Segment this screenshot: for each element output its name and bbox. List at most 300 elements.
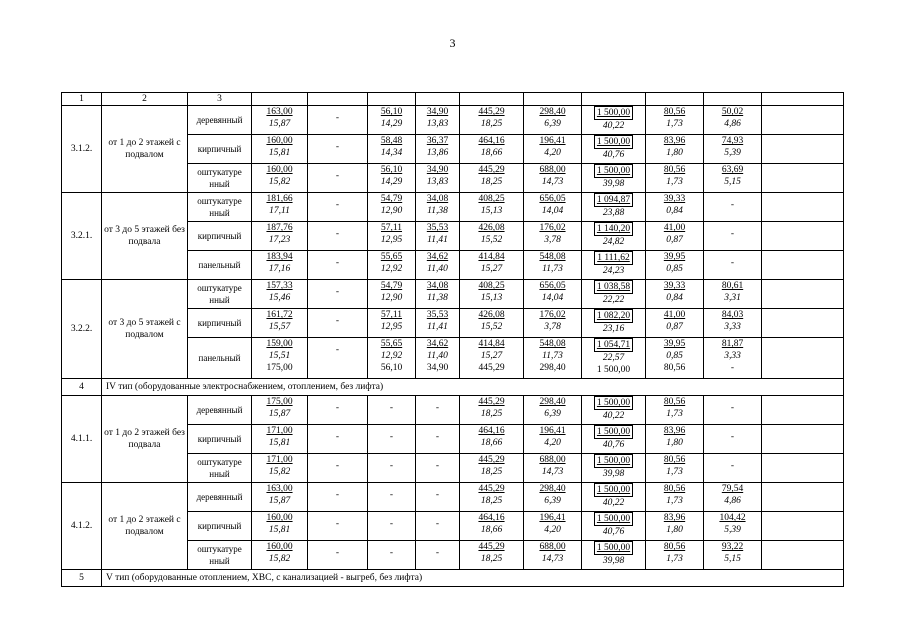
- value-pair: [308, 222, 367, 250]
- empty-cell: [762, 106, 844, 135]
- tariff-value: 34,90: [426, 165, 449, 175]
- value-pair: [460, 454, 523, 482]
- data-cell: [524, 309, 582, 338]
- value-pair: [704, 164, 761, 192]
- dash-value: -: [435, 461, 440, 471]
- tariff-subvalue: 15,87: [268, 119, 291, 129]
- banner-number: 5: [62, 570, 102, 587]
- tariff-value: 1 500,00: [594, 164, 633, 178]
- wall-material: кирпичный: [188, 222, 252, 251]
- data-cell: [524, 454, 582, 483]
- value-pair: [646, 512, 703, 540]
- data-cell: [582, 164, 646, 193]
- data-cell: [460, 280, 524, 309]
- data-cell: [646, 483, 704, 512]
- data-cell: [704, 396, 762, 425]
- tariff-subvalue: 5,39: [724, 525, 741, 535]
- data-cell: [524, 106, 582, 135]
- value-pair: [252, 164, 307, 192]
- tariff-value: 1 500,00: [594, 512, 633, 526]
- header-cell-empty: [416, 93, 460, 106]
- value-pair: [460, 425, 523, 453]
- data-cell: [704, 135, 762, 164]
- data-cell: [416, 164, 460, 193]
- tariff-value: 55,65: [380, 339, 403, 349]
- banner-number: 4: [62, 379, 102, 396]
- tariff-subvalue: 0,85: [666, 351, 683, 361]
- data-cell: [252, 106, 308, 135]
- tariff-value: 176,02: [539, 310, 566, 320]
- data-cell: [524, 512, 582, 541]
- table-row: [62, 396, 844, 425]
- tariff-subvalue: 17,23: [268, 235, 291, 245]
- tariff-value: 160,00: [266, 542, 293, 552]
- data-cell: [252, 483, 308, 512]
- tariff-value: 80,56: [663, 165, 686, 175]
- data-cell: [582, 512, 646, 541]
- wall-material: деревянный: [188, 106, 252, 135]
- value-pair: [368, 309, 415, 337]
- data-cell: [460, 106, 524, 135]
- value-pair: [704, 135, 761, 163]
- data-cell: [308, 251, 368, 280]
- tariff-subvalue: 0,84: [666, 293, 683, 303]
- value-pair: [582, 483, 645, 511]
- tariff-value: 163,00: [266, 107, 293, 117]
- wall-material: кирпичный: [188, 425, 252, 454]
- value-pair: [646, 425, 703, 453]
- empty-cell: [762, 222, 844, 251]
- tariff-value: 160,00: [266, 513, 293, 523]
- tariff-subvalue: 17,16: [268, 264, 291, 274]
- value-pair: [368, 106, 415, 134]
- tariff-subvalue: 12,95: [380, 235, 403, 245]
- dash-value: -: [730, 200, 735, 210]
- page-number: 3: [449, 36, 456, 50]
- tariff-value: 80,56: [663, 397, 686, 407]
- empty-cell: [762, 309, 844, 338]
- data-cell: [368, 512, 416, 541]
- wall-material: оштукатуре нный: [188, 541, 252, 570]
- value-pair: [582, 338, 645, 378]
- empty-cell: [762, 425, 844, 454]
- data-cell: [646, 164, 704, 193]
- value-pair: [582, 222, 645, 250]
- value-pair: [646, 193, 703, 221]
- data-cell: [646, 396, 704, 425]
- tariff-subvalue: 14,73: [541, 467, 564, 477]
- tariff-value-extra: 445,29: [478, 363, 505, 373]
- tariff-value: 1 054,71: [594, 338, 633, 352]
- value-pair: [460, 251, 523, 279]
- value-pair: [460, 541, 523, 569]
- value-pair: [646, 483, 703, 511]
- tariff-value: 39,33: [663, 194, 686, 204]
- data-cell: [416, 512, 460, 541]
- section-description: от 1 до 2 этажей без подвала: [102, 396, 188, 483]
- tariff-value: 464,16: [478, 426, 505, 436]
- dash-value: -: [335, 258, 340, 268]
- data-cell: [416, 541, 460, 570]
- data-cell: [460, 483, 524, 512]
- tariff-value: 41,00: [663, 223, 686, 233]
- data-cell: [524, 251, 582, 280]
- banner-text: IV тип (оборудованные электроснабжением, отоплением, без лифта): [102, 379, 844, 396]
- section-description: от 3 до 5 этажей без подвала: [102, 193, 188, 280]
- value-pair: [368, 425, 415, 453]
- data-cell: [646, 135, 704, 164]
- tariff-subvalue: 22,57: [602, 353, 625, 363]
- dash-value: -: [335, 287, 340, 297]
- tariff-subvalue: 12,95: [380, 322, 403, 332]
- tariff-value-extra: 56,10: [380, 363, 403, 373]
- value-pair: [368, 280, 415, 308]
- tariff-value: 63,69: [721, 165, 744, 175]
- table-row: [62, 106, 844, 135]
- value-pair: [308, 251, 367, 279]
- value-pair: [524, 338, 581, 378]
- value-pair: [646, 222, 703, 250]
- value-pair: [524, 541, 581, 569]
- data-cell: [646, 338, 704, 379]
- data-cell: [524, 425, 582, 454]
- tariff-subvalue: 24,23: [602, 266, 625, 276]
- data-cell: [582, 454, 646, 483]
- dash-value: -: [730, 229, 735, 239]
- tariff-subvalue: 15,52: [480, 235, 503, 245]
- value-pair: [416, 454, 459, 482]
- value-pair: [524, 164, 581, 192]
- empty-cell: [762, 193, 844, 222]
- value-pair: [582, 425, 645, 453]
- tariff-subvalue: 6,39: [544, 496, 561, 506]
- tariff-value: 688,00: [539, 542, 566, 552]
- data-cell: [416, 222, 460, 251]
- section-number: 4.1.1.: [62, 396, 102, 483]
- tariff-value: 36,37: [426, 136, 449, 146]
- tariff-value-extra: 175,00: [266, 363, 293, 373]
- tariff-subvalue: 40,76: [602, 150, 625, 160]
- value-pair: [416, 222, 459, 250]
- tariff-subvalue: 14,29: [380, 177, 403, 187]
- tariff-subvalue: 11,73: [542, 351, 563, 361]
- value-pair: [524, 193, 581, 221]
- data-cell: [460, 164, 524, 193]
- value-pair: [252, 396, 307, 424]
- data-cell: [524, 280, 582, 309]
- header-cell-empty: [368, 93, 416, 106]
- tariff-value: 35,53: [426, 310, 449, 320]
- tariff-subvalue: 6,39: [544, 409, 561, 419]
- data-cell: [704, 454, 762, 483]
- wall-material: оштукатуре нный: [188, 454, 252, 483]
- tariff-subvalue: 15,87: [268, 496, 291, 506]
- value-pair: [524, 106, 581, 134]
- value-pair: [308, 135, 367, 163]
- data-cell: [308, 541, 368, 570]
- value-pair: [416, 541, 459, 569]
- value-pair: [252, 309, 307, 337]
- data-cell: [524, 396, 582, 425]
- data-cell: [252, 425, 308, 454]
- data-cell: [646, 280, 704, 309]
- tariff-subvalue: 14,29: [380, 119, 403, 129]
- data-cell: [368, 425, 416, 454]
- value-pair: [582, 396, 645, 424]
- section-number: 3.2.1.: [62, 193, 102, 280]
- tariff-subvalue: 18,25: [480, 496, 503, 506]
- dash-value: -: [730, 432, 735, 442]
- value-pair: [308, 541, 367, 569]
- data-cell: [460, 222, 524, 251]
- empty-cell: [762, 512, 844, 541]
- value-pair: [460, 280, 523, 308]
- wall-material: панельный: [188, 338, 252, 379]
- tariff-value: 84,03: [721, 310, 744, 320]
- tariff-subvalue: 11,40: [427, 351, 448, 361]
- data-cell: [252, 135, 308, 164]
- dash-value: -: [335, 490, 340, 500]
- value-pair: [704, 309, 761, 337]
- tariff-subvalue: 15,51: [268, 351, 291, 361]
- dash-value: -: [435, 548, 440, 558]
- header-cell: 2: [102, 93, 188, 106]
- data-cell: [368, 396, 416, 425]
- tariff-value: 80,56: [663, 107, 686, 117]
- table-row: [62, 483, 844, 512]
- value-pair: [704, 541, 761, 569]
- dash-value: -: [435, 490, 440, 500]
- data-cell: [308, 396, 368, 425]
- data-cell: [308, 222, 368, 251]
- data-cell: [460, 512, 524, 541]
- tariff-value: 160,00: [266, 165, 293, 175]
- value-pair: [368, 193, 415, 221]
- data-cell: [704, 541, 762, 570]
- tariff-value: 445,29: [478, 484, 505, 494]
- value-pair: [524, 425, 581, 453]
- tariff-value: 445,29: [478, 165, 505, 175]
- data-cell: [252, 512, 308, 541]
- data-cell: [646, 106, 704, 135]
- data-cell: [704, 251, 762, 280]
- tariff-subvalue: 15,27: [480, 264, 503, 274]
- tariff-value: 1 038,58: [594, 280, 633, 294]
- tariff-value: 81,87: [721, 339, 744, 349]
- data-cell: [308, 338, 368, 379]
- tariff-value: 35,53: [426, 223, 449, 233]
- data-cell: [416, 425, 460, 454]
- tariff-value: 80,61: [721, 281, 744, 291]
- data-cell: [524, 338, 582, 379]
- tariff-subvalue: 12,92: [380, 351, 403, 361]
- tariff-subvalue: 39,98: [602, 556, 625, 566]
- tariff-value: 171,00: [266, 455, 293, 465]
- value-pair: [704, 454, 761, 482]
- tariff-subvalue: 15,87: [268, 409, 291, 419]
- value-pair: [308, 483, 367, 511]
- tariff-value: 80,56: [663, 542, 686, 552]
- banner-text: V тип (оборудованные отоплением, ХВС, с канализацией - выгреб, без лифта): [102, 570, 844, 587]
- dash-value: -: [335, 113, 340, 123]
- tariff-value: 56,10: [380, 165, 403, 175]
- tariff-value: 408,25: [478, 194, 505, 204]
- tariff-value: 159,00: [266, 339, 293, 349]
- dash-value: -: [730, 258, 735, 268]
- value-pair: [704, 483, 761, 511]
- value-pair: [368, 541, 415, 569]
- value-pair: [646, 454, 703, 482]
- data-cell: [308, 164, 368, 193]
- data-cell: [704, 106, 762, 135]
- tariff-subvalue: 1,73: [666, 177, 683, 187]
- data-cell: [646, 309, 704, 338]
- tariff-subvalue: 3,78: [544, 322, 561, 332]
- value-pair: [368, 396, 415, 424]
- section-number: 3.1.2.: [62, 106, 102, 193]
- dash-value: -: [730, 461, 735, 471]
- tariff-subvalue: 18,25: [480, 467, 503, 477]
- tariff-subvalue: 14,73: [541, 554, 564, 564]
- value-pair: [582, 106, 645, 134]
- dash-value: -: [730, 403, 735, 413]
- data-cell: [368, 338, 416, 379]
- wall-material: оштукатуре нный: [188, 164, 252, 193]
- tariff-value: 445,29: [478, 455, 505, 465]
- value-pair: [416, 309, 459, 337]
- tariff-value-extra: 298,40: [539, 363, 566, 373]
- dash-value: -: [335, 519, 340, 529]
- tariff-value: 57,11: [380, 310, 403, 320]
- data-cell: [368, 193, 416, 222]
- tariff-subvalue: 40,76: [602, 440, 625, 450]
- tariff-value-extra: 1 500,00: [596, 365, 631, 375]
- tariff-subvalue: 15,82: [268, 177, 291, 187]
- value-pair: [368, 483, 415, 511]
- section-banner-row: [62, 379, 844, 396]
- dash-value: -: [335, 432, 340, 442]
- tariff-subvalue: 1,73: [666, 119, 683, 129]
- header-cell-empty: [646, 93, 704, 106]
- value-pair: [582, 193, 645, 221]
- tariff-subvalue: 11,41: [427, 235, 448, 245]
- tariff-value: 196,41: [539, 136, 566, 146]
- data-cell: [646, 541, 704, 570]
- tariff-subvalue: 1,80: [666, 525, 683, 535]
- tariff-subvalue: 15,13: [480, 206, 503, 216]
- value-pair: [582, 280, 645, 308]
- data-cell: [582, 251, 646, 280]
- tariff-value: 39,95: [663, 339, 686, 349]
- wall-material: кирпичный: [188, 135, 252, 164]
- tariff-subvalue: 0,87: [666, 322, 683, 332]
- tariff-subvalue: 12,90: [380, 206, 403, 216]
- tariff-value: 656,05: [539, 194, 566, 204]
- wall-material: деревянный: [188, 396, 252, 425]
- header-cell: 3: [188, 93, 252, 106]
- tariff-value: 80,56: [663, 455, 686, 465]
- empty-cell: [762, 251, 844, 280]
- value-pair: [646, 106, 703, 134]
- data-cell: [704, 222, 762, 251]
- tariff-subvalue: 13,86: [426, 148, 449, 158]
- tariff-subvalue: 22,22: [602, 295, 625, 305]
- empty-cell: [762, 135, 844, 164]
- tariff-value: 34,90: [426, 107, 449, 117]
- dash-value: -: [389, 403, 394, 413]
- data-cell: [368, 135, 416, 164]
- tariff-value: 56,10: [380, 107, 403, 117]
- empty-cell: [762, 396, 844, 425]
- value-pair: [582, 541, 645, 569]
- value-pair: [704, 396, 761, 424]
- tariff-subvalue: 40,22: [602, 498, 625, 508]
- value-pair: [460, 483, 523, 511]
- tariff-subvalue: 40,76: [602, 527, 625, 537]
- data-cell: [460, 396, 524, 425]
- value-pair: [582, 164, 645, 192]
- wall-material: кирпичный: [188, 309, 252, 338]
- data-cell: [368, 280, 416, 309]
- tariff-value: 298,40: [539, 107, 566, 117]
- data-cell: [368, 483, 416, 512]
- tariff-value: 196,41: [539, 426, 566, 436]
- tariff-value: 548,08: [539, 339, 566, 349]
- tariff-value: 1 500,00: [594, 541, 633, 555]
- value-pair: [646, 164, 703, 192]
- tariff-subvalue: 18,25: [480, 177, 503, 187]
- tariff-value: 181,66: [266, 194, 293, 204]
- tariff-table: [61, 92, 843, 587]
- tariff-subvalue: 0,84: [666, 206, 683, 216]
- header-cell-empty: [524, 93, 582, 106]
- section-banner-row: [62, 570, 844, 587]
- empty-cell: [762, 280, 844, 309]
- tariff-subvalue: 17,11: [269, 206, 290, 216]
- data-cell: [646, 454, 704, 483]
- tariff-value: 171,00: [266, 426, 293, 436]
- data-cell: [368, 454, 416, 483]
- tariff-subvalue: 4,86: [724, 119, 741, 129]
- data-cell: [582, 309, 646, 338]
- value-pair: [460, 106, 523, 134]
- tariff-subvalue: 18,25: [480, 409, 503, 419]
- tariff-subvalue: 1,73: [666, 467, 683, 477]
- tariff-value: 34,08: [426, 281, 449, 291]
- tariff-value: 414,84: [478, 252, 505, 262]
- value-pair: [252, 454, 307, 482]
- data-cell: [524, 164, 582, 193]
- value-pair: [308, 106, 367, 134]
- value-pair: [704, 280, 761, 308]
- tariff-value: 1 140,20: [594, 222, 633, 236]
- empty-cell: [762, 338, 844, 379]
- tariff-subvalue: 15,81: [268, 148, 291, 158]
- data-cell: [416, 251, 460, 280]
- value-pair: [308, 454, 367, 482]
- tariff-value: 104,42: [719, 513, 746, 523]
- data-cell: [704, 164, 762, 193]
- value-pair: [524, 454, 581, 482]
- tariff-subvalue: 39,98: [602, 179, 625, 189]
- value-pair: [704, 512, 761, 540]
- data-cell: [524, 193, 582, 222]
- dash-value: -: [335, 200, 340, 210]
- data-cell: [416, 483, 460, 512]
- tariff-subvalue: 3,78: [544, 235, 561, 245]
- value-pair: [416, 483, 459, 511]
- data-cell: [646, 193, 704, 222]
